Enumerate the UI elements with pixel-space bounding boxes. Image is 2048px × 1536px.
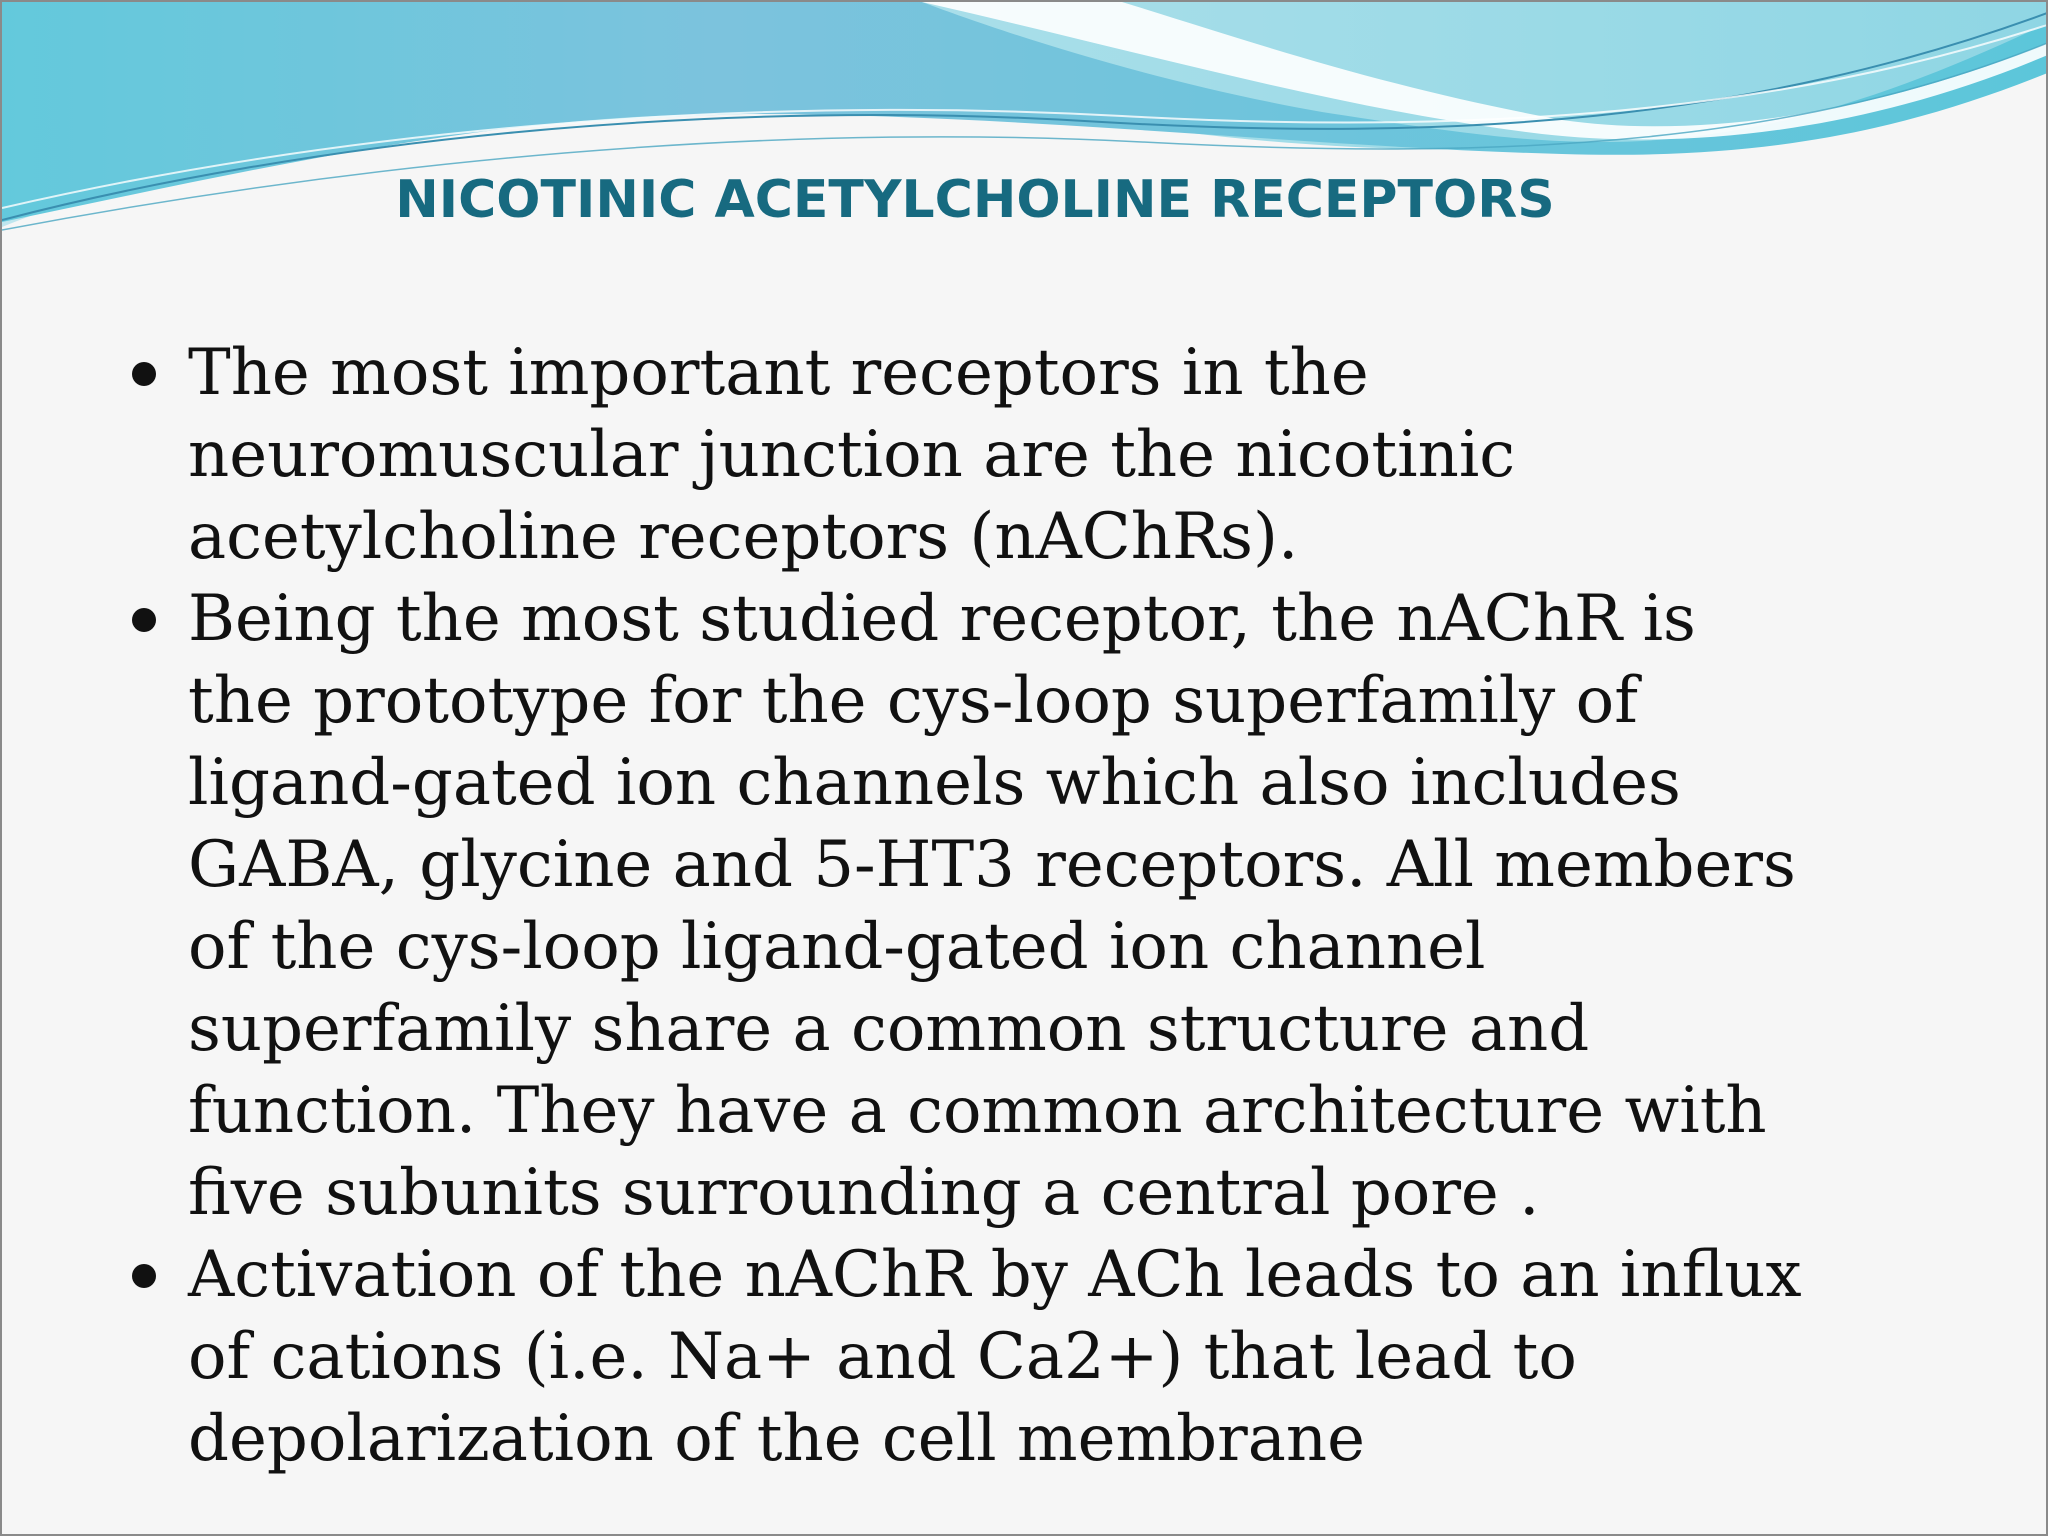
bullet-text: The most important receptors in the neuromuscular junction are the nicotinic acetylcholine receptors (nAChRs). [188,336,1516,574]
bullet-icon [132,362,156,386]
bullet-list [126,332,1806,1480]
list-item [126,578,1806,1234]
bullet-text: Being the most studied receptor, the nAChR is the prototype for the cys-loop superfamily of ligand-gated ion channels which also includes GABA, glycine and 5-HT3 receptors. All members of the cys-loop ligand-gated ion channel superfamily share a common structure and function. They have a common architecture with five subunits surrounding a central pore . [188,582,1796,1230]
slide-title: NICOTINIC ACETYLCHOLINE RECEPTORS [395,170,1555,230]
bullet-text: Activation of the nAChR by ACh leads to an influx of cations (i.e. Na+ and Ca2+) that lead to depolarization of the cell membrane [188,1238,1802,1476]
list-item [126,332,1806,578]
bullet-icon [132,1264,156,1288]
list-item [126,1234,1806,1480]
bullet-icon [132,608,156,632]
